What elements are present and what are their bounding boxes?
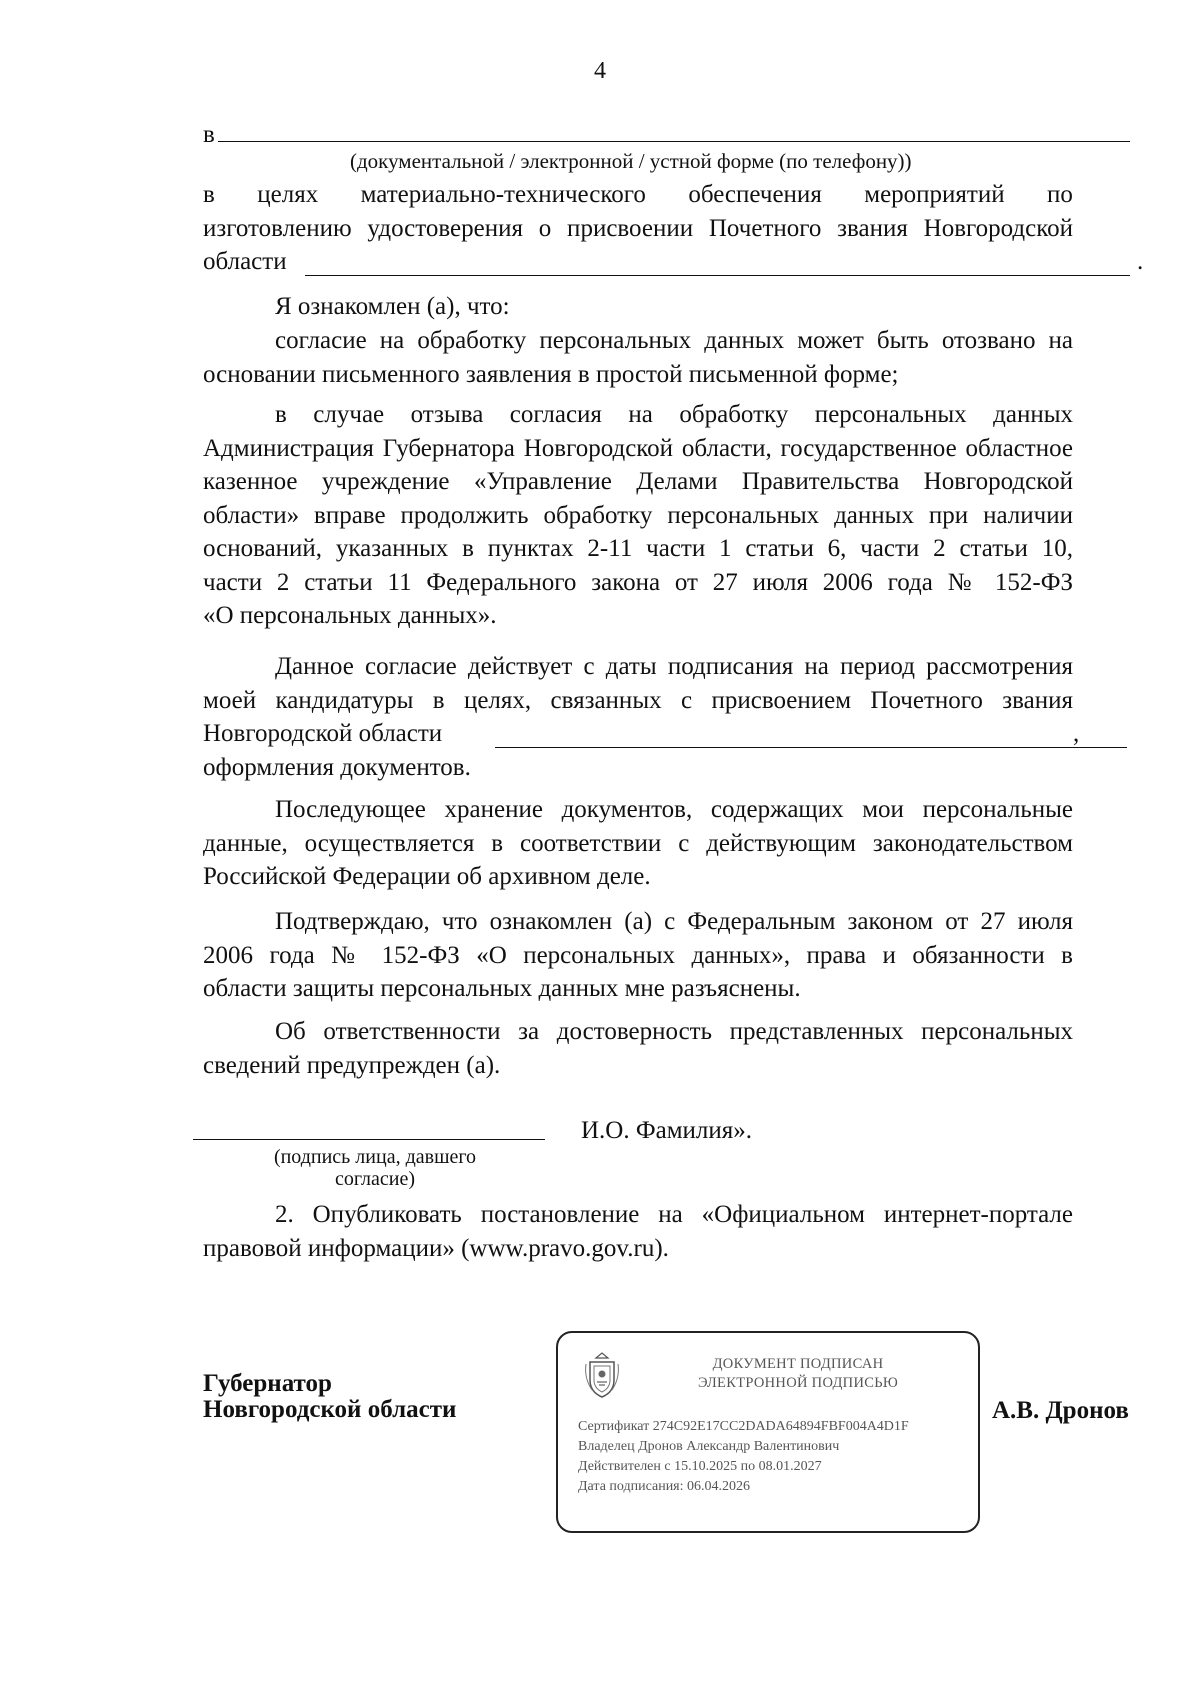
continuation-line: части 2 статьи 11 Федерального закона от 27 июля 2006 года № 152-ФЗ: [203, 568, 1073, 596]
purpose-word: мероприятий: [864, 181, 1005, 208]
paragraph-continuation: [203, 398, 1073, 633]
responsibility-line: сведений предупрежден (а).: [203, 1051, 501, 1079]
paragraph-confirmation: [203, 905, 1073, 1006]
stamp-info: [578, 1417, 909, 1497]
acknowledged-intro: Я ознакомлен (а), что:: [275, 293, 510, 320]
purpose-word: в: [203, 181, 215, 208]
form-caption: (документальной / электронной / устной форме (по телефону)): [350, 149, 912, 173]
continuation-line: казенное учреждение «Управление Делами Правительства Новгородской: [203, 468, 1073, 495]
signature-caption-line-1: (подпись лица, давшего: [273, 1146, 477, 1168]
stamp-certificate: Сертификат 274C92E17CC2DADA64894FBF004A4D1F: [578, 1419, 909, 1434]
paragraph-withdrawal: [203, 324, 1073, 391]
continuation-line: Администрация Губернатора Новгородской области, государственное областное: [203, 434, 1073, 462]
continuation-line: в случае отзыва согласия на обработку персональных данных: [275, 401, 1073, 428]
signatory-name: А.В. Дронов: [992, 1397, 1129, 1424]
validity-fill-line: [495, 747, 1127, 748]
form-fill-line: [218, 141, 1130, 142]
signature-name: И.О. Фамилия».: [581, 1117, 753, 1144]
page-number: 4: [594, 58, 606, 84]
stamp-header-line-2: ЭЛЕКТРОННОЙ ПОДПИСЬЮ: [697, 1375, 899, 1391]
paragraph-responsibility: [203, 1015, 1073, 1082]
signature-caption-line-2: согласие): [334, 1168, 416, 1190]
validity-line: [203, 717, 1080, 751]
electronic-signature-stamp: [556, 1331, 980, 1533]
stamp-owner: Владелец Дронов Александр Валентинович: [578, 1439, 840, 1454]
purpose-line-2: изготовлению удостоверения о присвоении Почетного звания Новгородской: [203, 214, 1073, 242]
purpose-block: [203, 178, 1144, 279]
stamp-signed-date: Дата подписания: 06.04.2026: [578, 1479, 751, 1494]
purpose-line-3: [203, 245, 1144, 279]
signatory-title-line-2: Новгородской области: [203, 1396, 457, 1423]
storage-line: Российской Федерации об архивном деле.: [203, 863, 651, 890]
purpose-region-label: области: [203, 248, 287, 275]
validity-region: Новгородской области: [203, 720, 443, 747]
withdrawal-line: согласие на обработку персональных данных может быть отозвано на: [275, 327, 1073, 354]
form-prefix: в: [203, 121, 215, 148]
continuation-line: оснований, указанных в пунктах 2-11 части 1 статьи 6, части 2 статьи 10,: [203, 535, 1073, 562]
confirmation-line: 2006 года № 152-ФЗ «О персональных данных», права и обязанности в: [203, 941, 1073, 969]
signature-caption: [240, 1146, 510, 1190]
purpose-period: .: [1137, 248, 1144, 275]
validity-line: оформления документов.: [203, 753, 471, 781]
storage-line: Последующее хранение документов, содержащих мои персональные: [275, 796, 1073, 823]
purpose-line-1: [203, 178, 1073, 212]
withdrawal-line: основании письменного заявления в простой письменной форме;: [203, 360, 899, 388]
paragraph-storage: [203, 793, 1073, 894]
validity-line: моей кандидатуры в целях, связанных с присвоением Почетного звания: [203, 686, 1073, 714]
purpose-word: целях: [257, 181, 319, 208]
stamp-validity: Действителен с 15.10.2025 по 08.01.2027: [578, 1459, 822, 1474]
purpose-word: обеспечения: [688, 181, 822, 208]
purpose-word: материально-технического: [360, 181, 646, 208]
responsibility-line: Об ответственности за достоверность представленных персональных: [275, 1018, 1073, 1045]
paragraph-validity: [203, 650, 1080, 784]
signature-line: [193, 1139, 545, 1140]
validity-comma: ,: [1073, 720, 1080, 747]
publish-line: 2. Опубликовать постановление на «Официальном интернет-портале: [275, 1201, 1073, 1228]
purpose-fill-line: [305, 275, 1130, 276]
confirmation-line: Подтверждаю, что ознакомлен (а) с Федеральным законом от 27 июля: [275, 908, 1073, 935]
continuation-line: области» вправе продолжить обработку персональных данных при наличии: [203, 501, 1073, 529]
stamp-header: [648, 1355, 948, 1393]
storage-line: данные, осуществляется в соответствии с действующим законодательством: [203, 829, 1073, 857]
signatory-title-line-1: Губернатор: [203, 1370, 332, 1397]
validity-line: Данное согласие действует с даты подписания на период рассмотрения: [275, 653, 1073, 680]
confirmation-line: области защиты персональных данных мне разъяснены.: [203, 975, 801, 1002]
purpose-word: по: [1047, 181, 1073, 208]
paragraph-publish: [203, 1198, 1073, 1265]
publish-line: правовой информации» (www.pravo.gov.ru).: [203, 1234, 669, 1262]
stamp-header-line-1: ДОКУМЕНТ ПОДПИСАН: [712, 1356, 884, 1372]
continuation-line: «О персональных данных».: [203, 602, 497, 629]
coat-of-arms-icon: [582, 1350, 622, 1400]
signatory-title: [203, 1371, 456, 1423]
